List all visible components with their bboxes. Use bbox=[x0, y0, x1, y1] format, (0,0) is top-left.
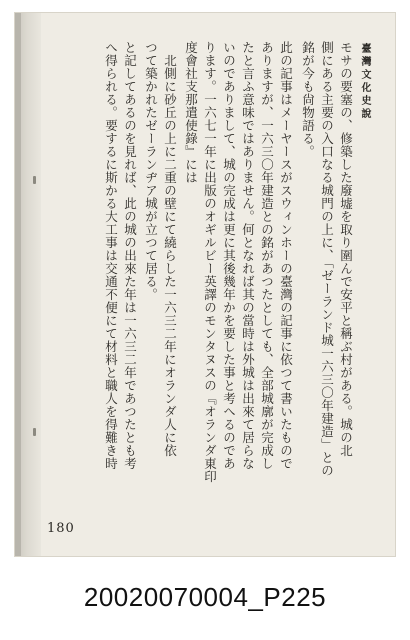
text-line: と記してあるのを見れば、此の城の出來た年は一六三二年であつたとも考 bbox=[122, 41, 138, 470]
binding-stitch bbox=[33, 176, 36, 184]
page-number: 180 bbox=[47, 521, 75, 536]
text-line: 銘が今も尙物語る。 bbox=[300, 41, 316, 158]
binding-edge bbox=[15, 13, 21, 556]
running-header: 臺灣文化史說 bbox=[359, 43, 370, 121]
book-page bbox=[14, 12, 396, 557]
text-line: 此の記事はメーヤースがスウィンホーの臺灣の記事に依つて書いたもので bbox=[278, 41, 294, 470]
text-line: つて築かれたゼーランヂア城が立つて居る。 bbox=[143, 41, 159, 301]
text-line: 北側に砂丘の上に二重の壁にて繞らした一六三二年にオランダ人に依 bbox=[162, 41, 178, 457]
binding-stitch bbox=[33, 428, 36, 436]
text-line: いのでありまして、城の完成は更に其後幾年かを要した事と考へるのであ bbox=[221, 41, 237, 470]
vertical-text-block bbox=[95, 41, 387, 511]
text-line: モサの要塞の、修築した廢墟を取り圍んで安平と稱ぶ村がある。城の北 bbox=[338, 41, 354, 457]
text-line: ありますが、一六三〇年建造との銘があつたとしても、全部城廓が完成し bbox=[259, 41, 275, 470]
text-line: 度會社支那遣使錄』には bbox=[183, 41, 199, 184]
image-caption: 20020070004_P225 bbox=[83, 582, 327, 612]
text-line: へ得られる。要するに斯かる大工事は交通不便にて材料と職人を得難き時 bbox=[103, 41, 119, 470]
text-line: 側にある主要の入口なる城門の上に、「ゼーランド城一六三〇年建造」との bbox=[319, 41, 335, 477]
text-line: たと言ふ意味ではありません。何となれば其の當時は外城は出來て居らな bbox=[240, 41, 256, 470]
text-line: ります。一六七一年に出版のオギルビー英譯のモンタヌスの『オランダ東印 bbox=[202, 41, 218, 483]
